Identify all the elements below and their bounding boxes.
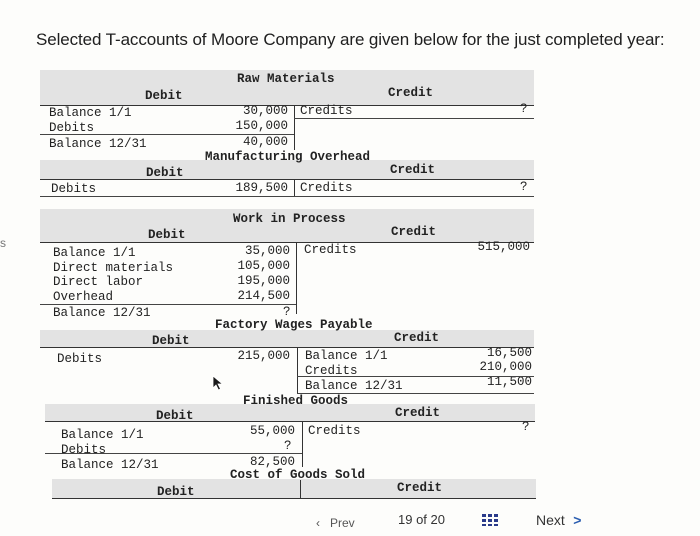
row-label: Debits (57, 352, 103, 366)
credit-heading: Credit (391, 225, 437, 239)
account-title: Work in Process (233, 212, 346, 226)
prev-label: Prev (330, 516, 355, 530)
row-label: Balance 1/1 (53, 246, 136, 260)
row-label: Overhead (53, 290, 114, 304)
row-label: Credits (305, 364, 358, 378)
debit-heading: Debit (152, 334, 190, 348)
debit-amount: 30,000 (242, 104, 288, 118)
mouse-cursor-icon (210, 374, 228, 392)
credit-amount: 210,000 (479, 360, 532, 374)
debit-amount: 82,500 (249, 455, 295, 469)
row-label: Debits (61, 443, 107, 457)
credit-heading: Credit (397, 481, 443, 495)
row-label: Balance 12/31 (49, 137, 147, 151)
row-label: Balance 12/31 (305, 379, 403, 393)
credit-amount: ? (522, 420, 530, 434)
chevron-left-icon: ‹ (316, 516, 320, 530)
debit-heading: Debit (145, 89, 183, 103)
t-vertical-line (302, 421, 303, 467)
balance-rule (297, 376, 534, 377)
row-label: Balance 12/31 (53, 306, 151, 320)
credit-amount: 11,500 (486, 375, 532, 389)
header-band (52, 479, 536, 499)
account-title: Raw Materials (237, 72, 335, 86)
grid-icon[interactable] (482, 514, 498, 526)
account-title: Manufacturing Overhead (205, 150, 371, 164)
row-label: Debits (49, 121, 95, 135)
next-label: Next (536, 512, 565, 528)
credit-amount: 515,000 (477, 240, 530, 254)
t-top-line (40, 179, 534, 180)
credit-amount: 16,500 (486, 346, 532, 360)
debit-heading: Debit (146, 166, 184, 180)
account-title: Cost of Goods Sold (230, 468, 366, 482)
row-label: Direct labor (53, 275, 144, 289)
credit-heading: Credit (388, 86, 434, 100)
debit-amount: 105,000 (237, 259, 290, 273)
debit-amount: 35,000 (244, 244, 290, 258)
credit-label: Credits (308, 424, 361, 438)
row-label: Balance 1/1 (61, 428, 144, 442)
row-label: Balance 1/1 (305, 349, 388, 363)
t-vertical-line (300, 480, 301, 498)
t-vertical-line (294, 179, 295, 196)
balance-rule (40, 196, 534, 197)
debit-amount: 195,000 (237, 274, 290, 288)
t-top-line (45, 421, 535, 422)
debit-heading: Debit (157, 485, 195, 499)
credit-heading: Credit (394, 331, 440, 345)
debit-amount: 40,000 (242, 135, 288, 149)
balance-rule (40, 304, 296, 305)
debit-amount: 150,000 (235, 119, 288, 133)
credit-label: Credits (304, 243, 357, 257)
t-top-line (52, 498, 536, 499)
debit-amount: ? (283, 305, 291, 319)
balance-rule (40, 134, 294, 135)
debit-amount: 55,000 (249, 424, 295, 438)
balance-rule (45, 453, 302, 454)
credit-label: Credits (300, 181, 353, 195)
debit-amount: 214,500 (237, 289, 290, 303)
credit-amount: ? (520, 180, 528, 194)
debit-heading: Debit (148, 228, 186, 242)
chevron-right-icon: > (573, 512, 582, 528)
t-vertical-line (297, 347, 298, 394)
edge-mark: s (0, 236, 6, 250)
debit-heading: Debit (156, 409, 194, 423)
debit-amount: ? (284, 439, 292, 453)
row-label: Direct materials (53, 261, 174, 275)
t-vertical-line (296, 242, 297, 314)
credit-amount: ? (520, 102, 528, 116)
t-vertical-line (294, 105, 295, 150)
next-button[interactable] (536, 512, 598, 530)
credit-heading: Credit (390, 163, 436, 177)
prev-button[interactable] (312, 516, 382, 536)
credit-label: Credits (300, 104, 353, 118)
credit-heading: Credit (395, 406, 441, 420)
question-prompt: Selected T-accounts of Moore Company are given below for the just completed year: (36, 30, 665, 49)
balance-rule (294, 118, 534, 119)
row-label: Debits (51, 182, 97, 196)
account-title: Factory Wages Payable (215, 318, 373, 332)
row-label: Balance 12/31 (61, 458, 159, 472)
debit-amount: 215,000 (237, 349, 290, 363)
page-indicator: 19 of 20 (398, 512, 445, 527)
account-title: Finished Goods (243, 394, 349, 408)
debit-amount: 189,500 (235, 181, 288, 195)
row-label: Balance 1/1 (49, 106, 132, 120)
